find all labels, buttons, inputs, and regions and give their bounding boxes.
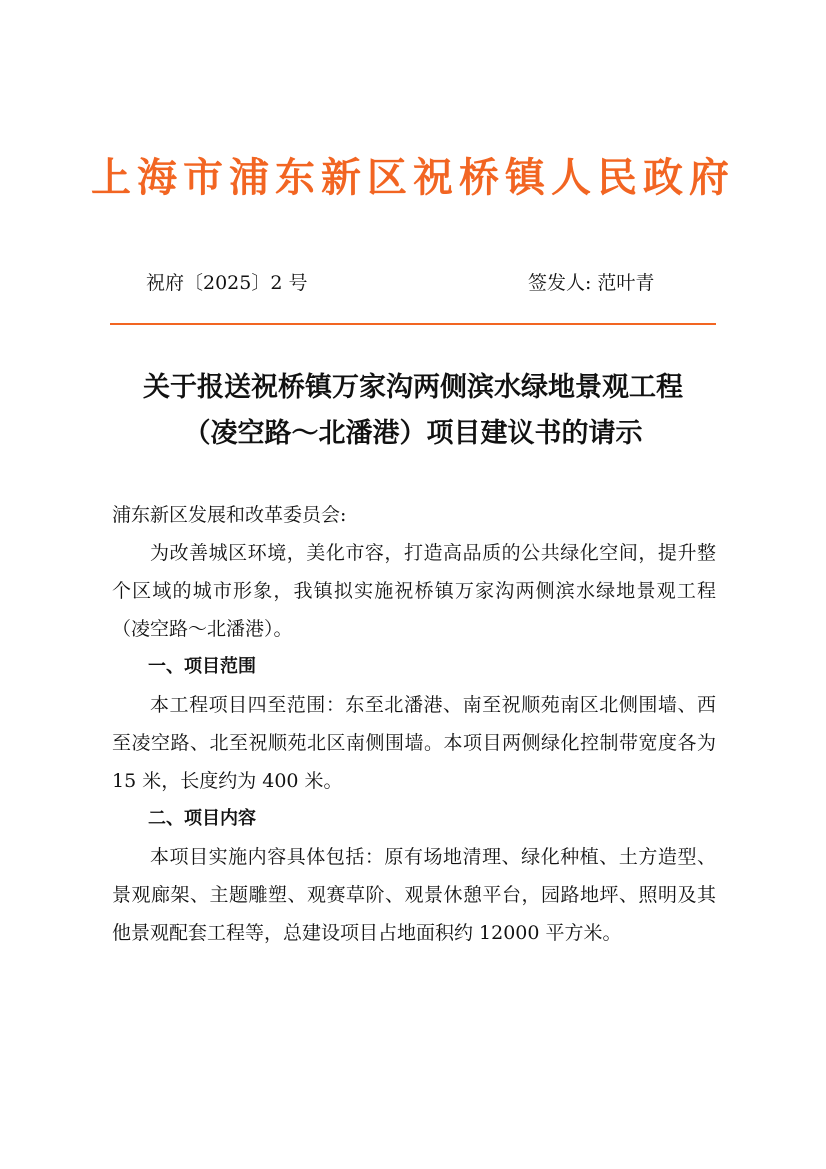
header-divider (110, 323, 716, 325)
issuer-label: 签发人: (528, 272, 592, 294)
title-line-1: 关于报送祝桥镇万家沟两侧滨水绿地景观工程 (143, 372, 683, 403)
section-heading-content: 二、项目内容 (148, 808, 256, 829)
issuer-name: 范叶青 (597, 272, 655, 294)
title-line-2: （凌空路～北潘港）项目建议书的请示 (183, 418, 643, 449)
issuer-block (528, 268, 654, 298)
document-number: 祝府〔2025〕2 号 (146, 272, 308, 294)
intro-paragraph: 为改善城区环境，美化市容，打造高品质的公共绿化空间，提升整个区域的城市形象，我镇拟实施祝桥镇万家沟两侧滨水绿地景观工程（凌空路～北潘港）。 (112, 542, 716, 640)
document-body (112, 496, 716, 952)
section-heading-scope: 一、项目范围 (148, 656, 256, 677)
masthead-title: 上海市浦东新区祝桥镇人民政府 (91, 155, 735, 201)
scope-paragraph: 本工程项目四至范围：东至北潘港、南至祝顺苑南区北侧围墙、西至凌空路、北至祝顺苑北区南侧围墙。本项目两侧绿化控制带宽度各为 15 米，长度约为 400 米。 (112, 694, 716, 792)
salutation: 浦东新区发展和改革委员会: (112, 504, 347, 526)
content-paragraph: 本项目实施内容具体包括：原有场地清理、绿化种植、土方造型、景观廊架、主题雕塑、观赛草阶、观景休憩平台，园路地坪、照明及其他景观配套工程等，总建设项目占地面积约 12000 平方米。 (112, 846, 716, 944)
document-title (100, 365, 726, 457)
